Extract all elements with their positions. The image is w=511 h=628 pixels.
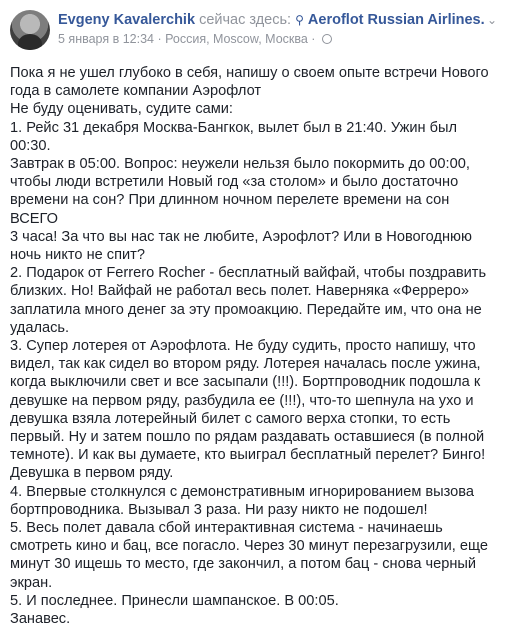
post-text-line: 1. Рейс 31 декабря Москва-Бангкок, вылет был в 21:40. Ужин был 00:30. bbox=[10, 119, 458, 154]
post-text-line: смотреть кино и бац, все погасло. Через 30 минут перезагрузили, еще bbox=[10, 538, 488, 555]
post-timestamp[interactable]: 5 января в 12:34 bbox=[58, 32, 154, 46]
chevron-down-icon[interactable]: ⌄ bbox=[487, 13, 498, 27]
post-body bbox=[10, 62, 501, 628]
post-text-line: 5. Весь полет давала сбой интерактивная система - начинаешь bbox=[10, 520, 443, 537]
post-text-line: близких. Но! Вайфай не работал весь полет. Наверняка «Ферреро» bbox=[10, 283, 469, 300]
post-text-line: бортпроводника. Вызывал 3 раза. Ни разу никто не подошел! bbox=[10, 501, 428, 518]
post-meta bbox=[58, 10, 501, 48]
post-text-line: темноте). И как вы думаете, кто выиграл бесплатный перелет? Бинго! bbox=[10, 447, 486, 464]
author-name[interactable]: Evgeny Kavalerchik bbox=[58, 12, 196, 28]
post-text-line: Занавес. bbox=[10, 611, 71, 628]
post-text-line: девушка взяла лотерейный билет с самого верха стопки, то есть bbox=[10, 410, 451, 427]
post-text-line: Завтрак в 05:00. Вопрос: неужели нельзя было покормить до 00:00, bbox=[10, 156, 470, 173]
post-text-line: 3 часа! За что вы нас так не любите, Аэрофлот? Или в Новогоднюю bbox=[10, 228, 472, 245]
post-text-line: 3. Супер лотерея от Аэрофлота. Не буду судить, просто напишу, что bbox=[10, 338, 476, 355]
post-text-line: минут 30 ищешь то место, где закончил, а потом бац - снова черный bbox=[10, 556, 477, 573]
post-text-line: первый. Ну и затем пошло по рядам раздавать оставшиеся (в полной bbox=[10, 429, 485, 446]
post-text-line: времени на сон? При длинном ночном перелете времени на сон ВСЕГО bbox=[10, 192, 450, 227]
post-text-line: 4. Впервые столкнулся с демонстративным игнорированием вызова bbox=[10, 483, 474, 500]
post-text-line: заплатила много денег за эту промоакцию. Передайте им, что она не bbox=[10, 301, 482, 318]
post-text-line: Не буду оценивать, судите сами: bbox=[10, 101, 233, 118]
globe-icon bbox=[322, 34, 332, 44]
post-text-line: 5. И последнее. Принесли шампанское. В 00:05. bbox=[10, 592, 339, 609]
post-header bbox=[10, 10, 501, 62]
post-text-line: 2. Подарок от Ferrero Rocher - бесплатный вайфай, чтобы поздравить bbox=[10, 265, 487, 282]
post-place: · Россия, Moscow, Москва · bbox=[157, 32, 316, 46]
post-text-line: Пока я не ушел глубоко в себя, напишу о своем опыте встречи Нового bbox=[10, 65, 489, 81]
location-link[interactable]: Aeroflot Russian Airlines. bbox=[307, 12, 485, 28]
post-text-line: удалась. bbox=[10, 319, 70, 336]
post-text-line: когда выключили свет и все засыпали (!!!). Бортпроводник подошла к bbox=[10, 374, 481, 391]
post-title-line bbox=[58, 11, 501, 29]
post-text-line: чтобы люди встретили Новый год «за столом» и было достаточно bbox=[10, 174, 459, 191]
author-avatar[interactable] bbox=[10, 10, 50, 50]
post-text-line: видел, так как сидел во втором ряду. Лотерея началась после ужина, bbox=[10, 356, 481, 373]
post-text-line: экран. bbox=[10, 574, 53, 591]
post-subline bbox=[58, 30, 501, 48]
post-text-line: года в самолете компании Аэрофлот bbox=[10, 83, 262, 100]
post-text-line: Девушка в первом ряду. bbox=[10, 465, 174, 482]
location-pin-icon: ⚲ bbox=[295, 13, 304, 27]
post-text-line: ночь никто не спит? bbox=[10, 247, 145, 264]
post-text-line: девушке на первом ряду, разбудила ее (!!!), что-то шепнула на ухо и bbox=[10, 392, 474, 409]
checkin-status: сейчас здесь: bbox=[199, 12, 292, 28]
